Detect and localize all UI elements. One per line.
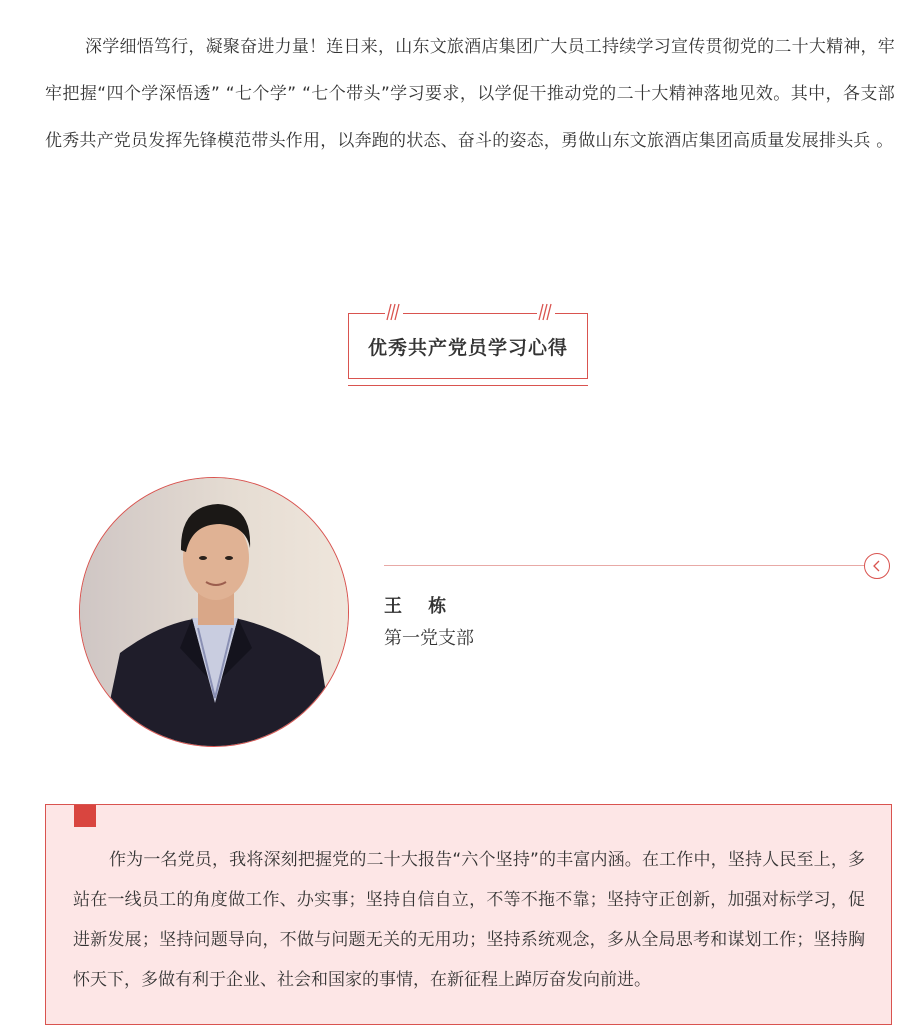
red-square-decoration bbox=[74, 805, 96, 827]
section-title-box bbox=[348, 313, 588, 379]
quote-mark-icon bbox=[385, 302, 403, 322]
person-name: 王 栋 bbox=[384, 596, 457, 617]
person-branch: 第一党支部 bbox=[384, 628, 474, 649]
intro-paragraph: 深学细悟笃行，凝聚奋进力量！连日来，山东文旅酒店集团广大员工持续学习宣传贯彻党的二十大精神，牢牢把握“四个学深悟透” “七个学” “七个带头”学习要求，以学促干推动党的二十大精神落地见效。其中，各支部优秀共产党员发挥先锋模范带头作用，以奔跑的状态、奋斗的姿态，勇做山东文旅酒店集团高质量发展排头兵 。 bbox=[45, 37, 895, 151]
chevron-left-icon[interactable] bbox=[864, 553, 890, 579]
quote-mark-icon bbox=[537, 302, 555, 322]
section-title: 优秀共产党员学习心得 bbox=[367, 336, 568, 359]
profile-divider bbox=[384, 565, 864, 566]
avatar bbox=[79, 477, 349, 747]
quote-card bbox=[45, 804, 892, 1025]
quote-text: 作为一名党员，我将深刻把握党的二十大报告“六个坚持”的丰富内涵。在工作中，坚持人民至上，多站在一线员工的角度做工作、办实事；坚持自信自立，不等不拖不靠；坚持守正创新，加强对标学习，促进新发展；坚持问题导向，不做与问题无关的无用功；坚持系统观念，多从全局思考和谋划工作；坚持胸怀天下，多做有利于企业、社会和国家的事情，在新征程上踔厉奋发向前进。 bbox=[73, 850, 865, 990]
